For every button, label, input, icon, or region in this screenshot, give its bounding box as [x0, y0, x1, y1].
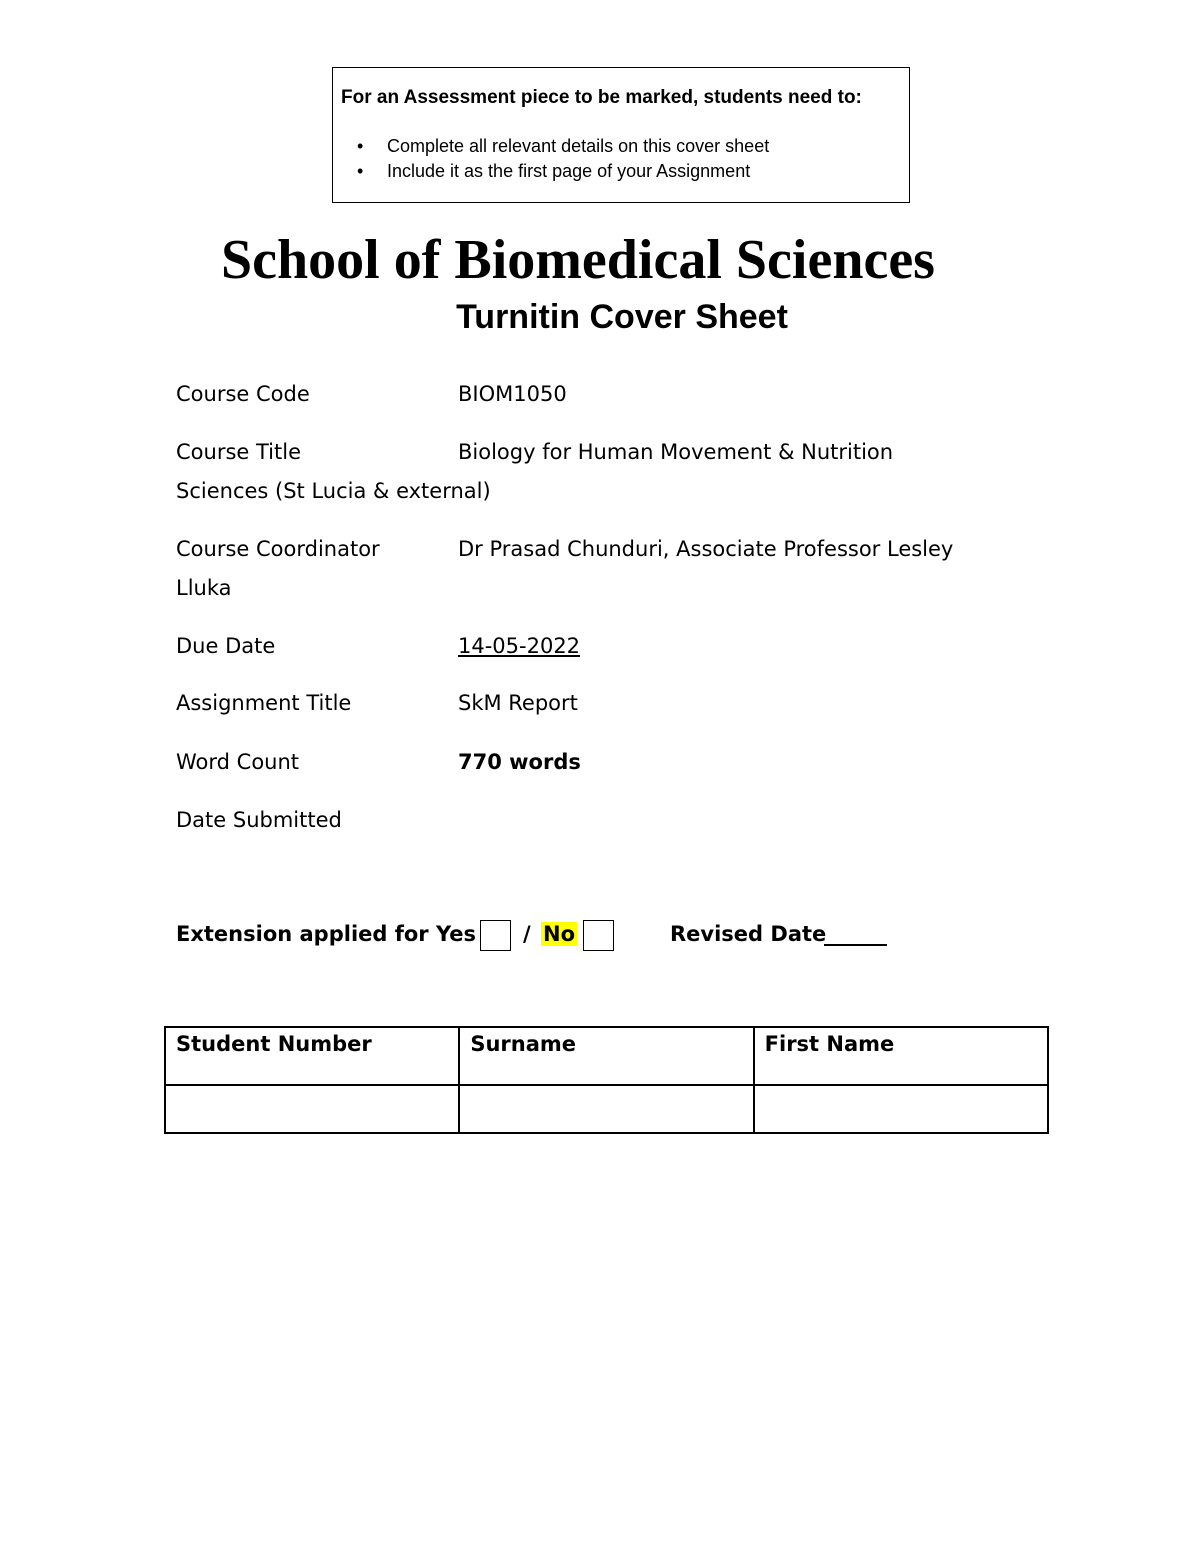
course-code-label: Course Code: [176, 382, 310, 406]
due-date-label: Due Date: [176, 634, 276, 658]
coordinator-value: Dr Prasad Chunduri, Associate Professor Lesley: [458, 537, 954, 561]
coordinator-label: Course Coordinator: [176, 537, 380, 561]
bullet-icon: •: [357, 136, 364, 156]
student-number-cell[interactable]: [165, 1085, 459, 1133]
student-details-table: [164, 1026, 1049, 1134]
sheet-subtitle: Turnitin Cover Sheet: [456, 298, 788, 336]
course-title-value: Biology for Human Movement & Nutrition: [458, 440, 894, 464]
revised-date-label: Revised Date: [670, 922, 827, 946]
table-row: [165, 1085, 1048, 1133]
extension-separator: /: [523, 922, 531, 946]
school-title: School of Biomedical Sciences: [221, 229, 935, 291]
revised-date-blank[interactable]: ______: [824, 922, 887, 946]
instructions-box: [332, 67, 910, 203]
word-count-value: 770 words: [458, 750, 581, 774]
coordinator-value-cont: Lluka: [176, 576, 232, 600]
extension-label: Extension applied for: [176, 922, 429, 946]
extension-yes-checkbox[interactable]: [480, 920, 511, 951]
course-title-value-cont: Sciences (St Lucia & external): [176, 479, 491, 503]
assignment-title-value: SkM Report: [458, 691, 578, 715]
student-number-header: Student Number: [165, 1027, 459, 1085]
surname-cell[interactable]: [459, 1085, 753, 1133]
instructions-list: [341, 134, 769, 184]
first-name-header: First Name: [754, 1027, 1048, 1085]
extension-no-label: No: [543, 922, 576, 946]
date-submitted-label: Date Submitted: [176, 808, 342, 832]
word-count-label: Word Count: [176, 750, 300, 774]
extension-no-checkbox[interactable]: [583, 920, 614, 951]
extension-yes-label: Yes: [436, 922, 477, 946]
instruction-item: • Complete all relevant details on this cover sheet: [341, 134, 769, 159]
course-code-value: BIOM1050: [458, 382, 567, 406]
instructions-heading: For an Assessment piece to be marked, students need to:: [341, 87, 862, 108]
due-date-value: 14-05-2022: [458, 634, 581, 658]
surname-header: Surname: [459, 1027, 753, 1085]
table-header-row: [165, 1027, 1048, 1085]
first-name-cell[interactable]: [754, 1085, 1048, 1133]
assignment-title-label: Assignment Title: [176, 691, 352, 715]
course-title-label: Course Title: [176, 440, 301, 464]
instruction-item: • Include it as the first page of your Assignment: [341, 159, 769, 184]
bullet-icon: •: [357, 161, 364, 181]
